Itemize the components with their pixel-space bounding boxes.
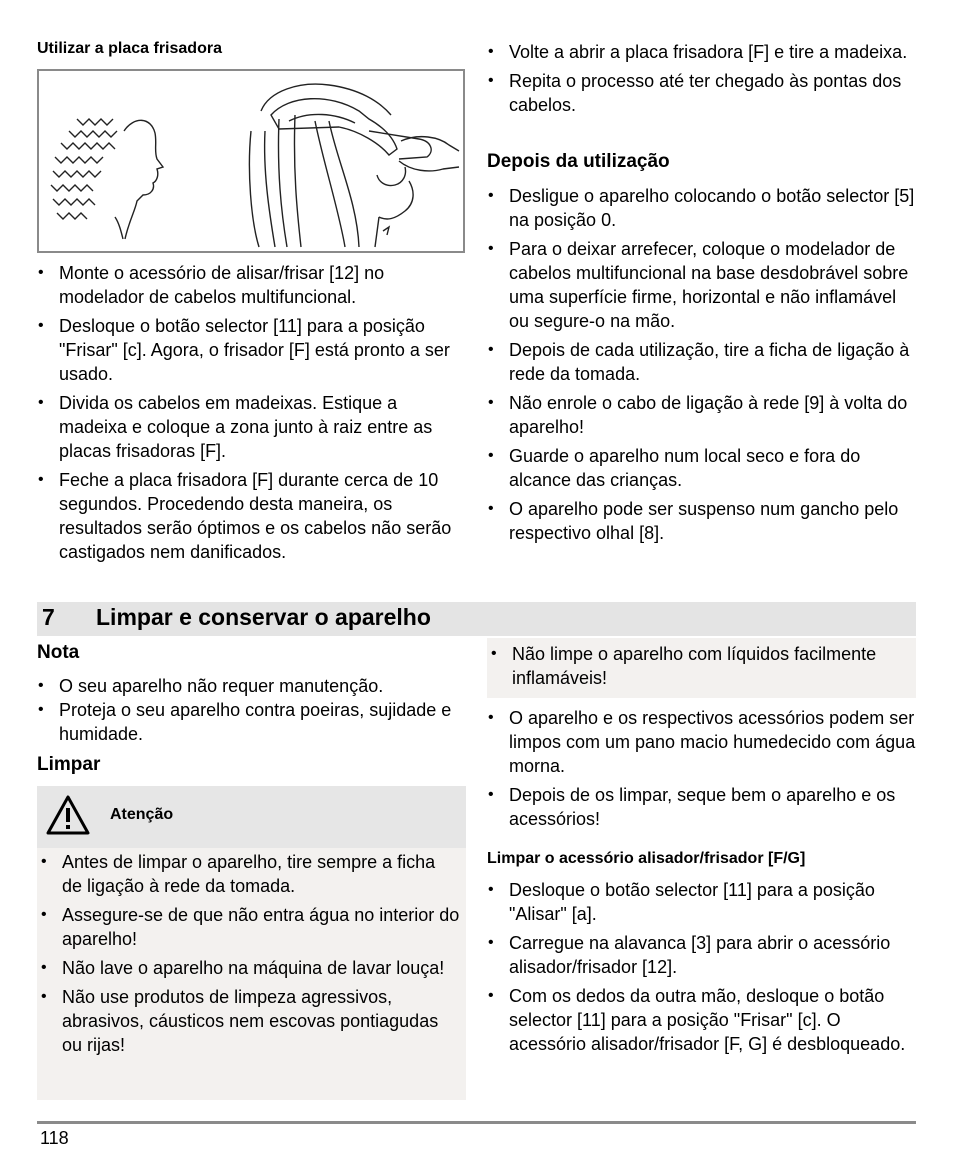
list-item: • Desligue o aparelho colocando o botão selector [5] na posição 0. [487, 184, 917, 232]
list-item: • Carregue na alavanca [3] para abrir o acessório alisador/frisador [12]. [487, 931, 917, 979]
accessory-cleaning-list [487, 878, 917, 1056]
list-item: • Assegure-se de que não entra água no interior do aparelho! [40, 903, 460, 951]
warning-list [40, 850, 460, 1057]
list-item: • Guarde o aparelho num local seco e fora do alcance das crianças. [487, 444, 917, 492]
list-item: • Não limpe o aparelho com líquidos facilmente inflamáveis! [490, 642, 910, 690]
list-item: • Repita o processo até ter chegado às pontas dos cabelos. [487, 69, 917, 117]
list-item: • Não enrole o cabo de ligação à rede [9] à volta do aparelho! [487, 391, 917, 439]
usage-steps-continued [487, 40, 917, 117]
list-item: • Divida os cabelos em madeixas. Estique a madeixa e coloque a zona junto à raiz entre as placas frisadoras [F]. [37, 391, 467, 463]
list-item: • Proteja o seu aparelho contra poeiras, sujidade e humidade. [37, 698, 467, 746]
list-item: • Antes de limpar o aparelho, tire sempre a ficha de ligação à rede da tomada. [40, 850, 460, 898]
list-item: • Desloque o botão selector [11] para a posição "Alisar" [a]. [487, 878, 917, 926]
usage-steps-list [37, 261, 467, 564]
list-item: • Monte o acessório de alisar/frisar [12] no modelador de cabelos multifuncional. [37, 261, 467, 309]
heading-depois-utilizacao: Depois da utilização [487, 151, 670, 172]
list-item: • Desloque o botão selector [11] para a posição "Frisar" [c]. Agora, o frisador [F] está pronto a ser usado. [37, 314, 467, 386]
heading-limpar: Limpar [37, 754, 101, 775]
cleaning-list [487, 706, 917, 831]
warning-header [37, 786, 466, 848]
list-item: • Não lave o aparelho na máquina de lavar louça! [40, 956, 460, 980]
warning-title: Atenção [110, 806, 174, 823]
page-number: 118 [40, 1128, 69, 1148]
illustration-crimping [37, 69, 465, 253]
heading-limpar-acessorio: Limpar o acessório alisador/frisador [F/G] [487, 850, 806, 867]
list-item: • O seu aparelho não requer manutenção. [37, 674, 467, 698]
list-item: • Para o deixar arrefecer, coloque o modelador de cabelos multifuncional na base desdobrável sobre uma superfície firme, horizontal e não inflamável ou segure-o na mão. [487, 237, 917, 333]
list-item: • Volte a abrir a placa frisadora [F] e tire a madeixa. [487, 40, 917, 64]
section-title: Limpar e conservar o aparelho [96, 604, 431, 630]
list-item: • Com os dedos da outra mão, desloque o botão selector [11] para a posição "Frisar" [c]. O acessório alisador/frisador [F, G] é desbloqueado. [487, 984, 917, 1056]
list-item: • Depois de cada utilização, tire a ficha de ligação à rede da tomada. [487, 338, 917, 386]
heading-nota: Nota [37, 642, 80, 663]
heading-placa-frisadora: Utilizar a placa frisadora [37, 40, 222, 57]
list-item: • Depois de os limpar, seque bem o aparelho e os acessórios! [487, 783, 917, 831]
section-header [37, 602, 916, 636]
footer-rule [37, 1121, 916, 1124]
flammable-note-box [487, 638, 916, 698]
after-use-list [487, 184, 917, 545]
section-number: 7 [42, 604, 55, 630]
warning-triangle-icon [45, 794, 91, 836]
list-item: • O aparelho pode ser suspenso num gancho pelo respectivo olhal [8]. [487, 497, 917, 545]
crimping-illustration-icon [39, 71, 463, 251]
list-item: • Não use produtos de limpeza agressivos, abrasivos, cáusticos nem escovas pontiagudas ou rijas! [40, 985, 460, 1057]
nota-list [37, 674, 467, 746]
warning-box [37, 786, 466, 1100]
list-item: • O aparelho e os respectivos acessórios podem ser limpos com um pano macio humedecido com água morna. [487, 706, 917, 778]
list-item: • Feche a placa frisadora [F] durante cerca de 10 segundos. Procedendo desta maneira, os resultados serão óptimos e os cabelos não serão castigados nem danificados. [37, 468, 467, 564]
